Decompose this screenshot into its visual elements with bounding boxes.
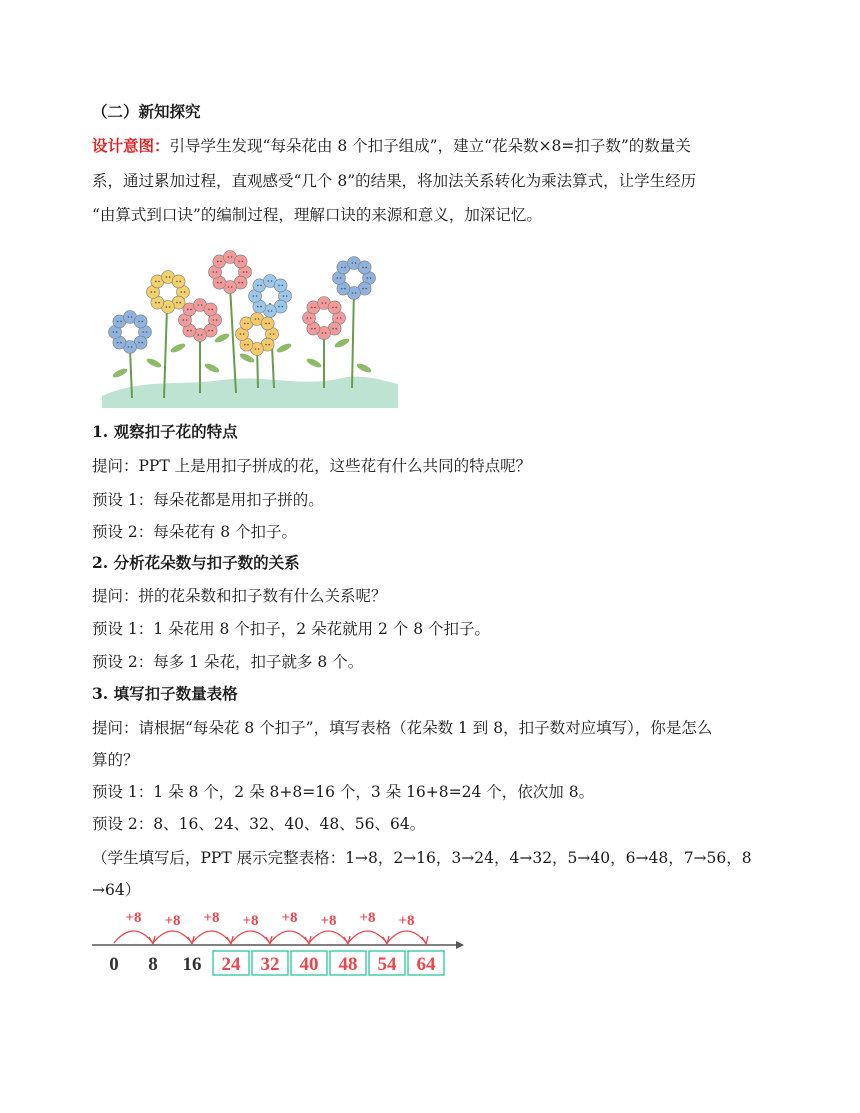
design-intent-text-1: 引导学生发现“每朵花由 8 个扣子组成”，建立“花朵数×8=扣子数”的数量关 [169, 137, 691, 155]
step-2-line-3: 预设 2：每多 1 朵花，扣子就多 8 个。 [92, 653, 364, 671]
jump-arc [309, 931, 348, 943]
jump-arc [153, 931, 192, 943]
boxed-number: 32 [260, 954, 280, 975]
button-flower [249, 275, 292, 318]
section-title: （二）新知探究 [92, 102, 201, 121]
number-label: 8 [148, 954, 158, 975]
step-2-line-1: 提问：拼的花朵数和扣子数有什么关系呢？ [92, 587, 387, 605]
step-3-heading: 3. 填写扣子数量表格 [92, 684, 238, 703]
boxed-number: 64 [416, 954, 436, 975]
button-flower [303, 297, 346, 340]
jump-arc [270, 931, 309, 943]
flower-button [261, 317, 274, 330]
jump-label: +8 [203, 910, 220, 926]
flower-button [172, 275, 185, 288]
flower-button [328, 301, 341, 314]
step-3-line-2: 算的？ [92, 751, 139, 769]
flower-button [234, 255, 247, 268]
boxed-number: 54 [377, 954, 397, 975]
step-1-line-2: 预设 1：每朵花都是用扣子拼的。 [92, 491, 324, 509]
jump-label: +8 [398, 913, 415, 929]
jump-label: +8 [164, 913, 181, 929]
design-intent-colon: ： [154, 136, 170, 155]
boxed-number: 48 [338, 954, 358, 975]
axis-arrow-head [456, 941, 464, 949]
design-intent-label: 设计意图 [92, 136, 155, 155]
step-2-line-2: 预设 1：1 朵花用 8 个扣子，2 朵花就用 2 个 8 个扣子。 [92, 620, 491, 638]
ground-hill [102, 377, 398, 408]
step-2-heading: 2. 分析花朵数与扣子数的关系 [92, 553, 300, 572]
step-3-line-1: 提问：请根据“每朵花 8 个扣子”，填写表格（花朵数 1 到 8，扣子数对应填写），你是怎么 [92, 719, 713, 737]
design-intent-line-3: “由算式到口诀”的编制过程，理解口诀的来源和意义，加深记忆。 [92, 206, 542, 224]
flower-heads [109, 251, 376, 356]
step-3-line-6: →64） [92, 881, 141, 899]
flower-button [204, 303, 217, 316]
jump-arc [114, 931, 153, 943]
flower-button [134, 315, 147, 328]
step-3-line-4: 预设 2：8、16、24、32、40、48、56、64。 [92, 815, 426, 833]
jump-label: +8 [359, 910, 376, 926]
button-flower [236, 313, 279, 356]
design-intent-line-1 [92, 136, 792, 156]
boxed-number: 24 [221, 954, 241, 975]
number-label: 16 [182, 954, 202, 975]
button-flower [179, 299, 222, 342]
button-flowers-illustration [102, 248, 398, 408]
jump-arc [387, 931, 426, 943]
jump-label: +8 [125, 910, 142, 926]
jump-label: +8 [242, 913, 259, 929]
button-flower [209, 251, 252, 294]
step-1-line-3: 预设 2：每朵花有 8 个扣子。 [92, 523, 298, 541]
jump-label: +8 [320, 913, 337, 929]
number-label: 0 [109, 954, 119, 975]
jump-arc [348, 931, 387, 943]
jump-arc [192, 931, 231, 943]
button-flower [109, 311, 152, 354]
flower-button [358, 261, 371, 274]
jump-label: +8 [281, 910, 298, 926]
step-3-line-3: 预设 1：1 朵 8 个，2 朵 8+8=16 个，3 朵 16+8=24 个，依次加 8。 [92, 783, 595, 801]
step-1-heading: 1. 观察扣子花的特点 [92, 422, 238, 441]
button-flower [333, 257, 376, 300]
flower-button [274, 279, 287, 292]
step-3-line-5: （学生填写后，PPT 展示完整表格：1→8，2→16，3→24，4→32，5→40，6→48，7→56，8 [92, 849, 752, 867]
boxed-number: 40 [299, 954, 319, 975]
design-intent-line-2: 系，通过累加过程，直观感受“几个 8”的结果，将加法关系转化为乘法算式，让学生经历 [92, 172, 697, 190]
jump-arc [231, 931, 270, 943]
number-line-figure [88, 905, 468, 983]
step-1-line-1: 提问：PPT 上是用扣子拼成的花，这些花有什么共同的特点呢？ [92, 457, 532, 475]
